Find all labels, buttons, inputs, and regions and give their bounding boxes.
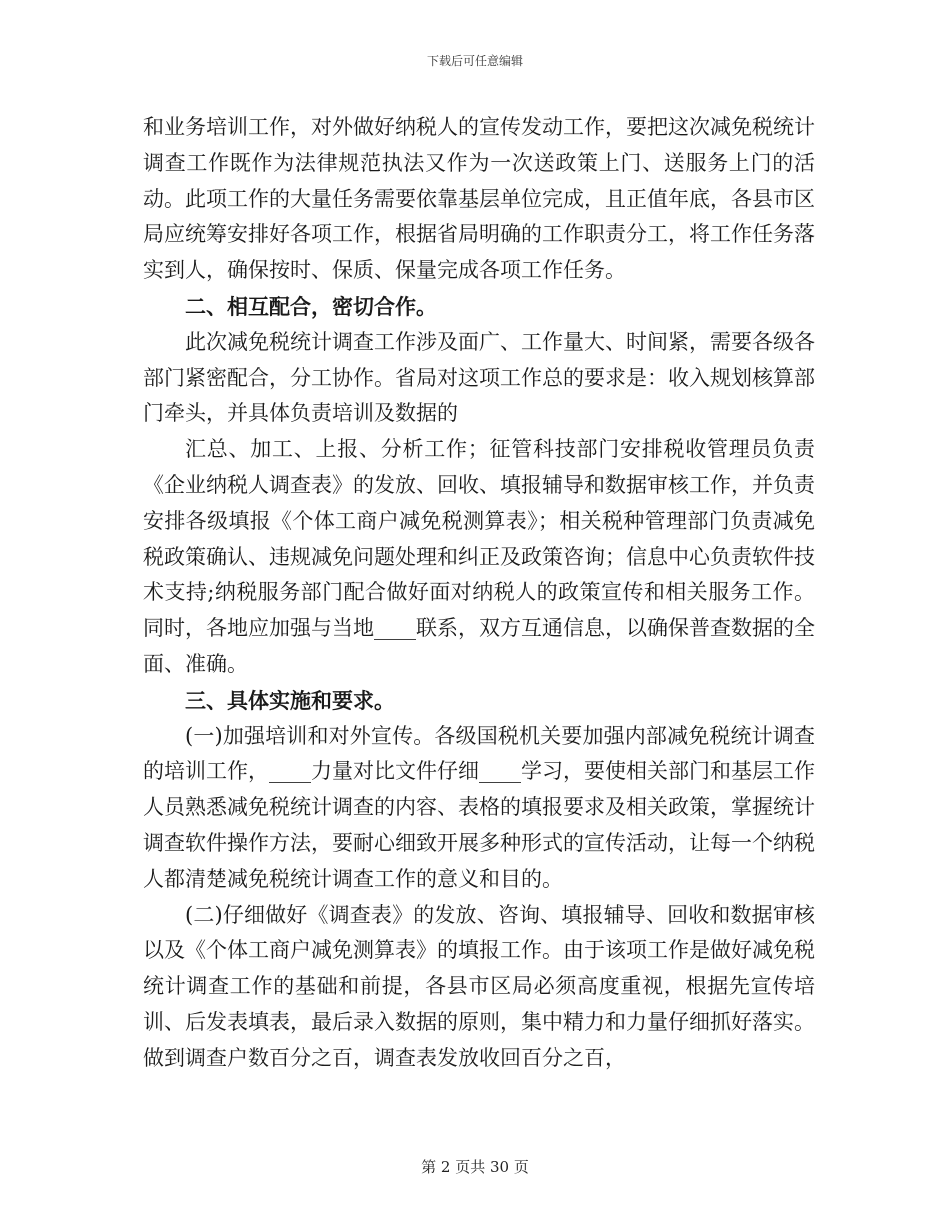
paragraph-responsibilities: 汇总、加工、上报、分析工作；征管科技部门安排税收管理员负责《企业纳税人调查表》的发放、回收、填报辅导和数据审核工作，并负责安排各级填报《个体工商户减免税测算表》；相关税种管理部门负责减免税政策确认、违规减免问题处理和纠正及政策咨询；信息中心负责软件技术支持;纳税服务部门配合做好面对纳税人的政策宣传和相关服务工作。同时，各地应加强与当地____联系，双方互通信息，以确保普查数据的全面、准确。: [143, 437, 815, 676]
page-number-footer: 第 2 页共 30 页: [421, 1158, 529, 1176]
paragraph-training: (一)加强培训和对外宣传。各级国税机关要加强内部减免税统计调查的培训工作，____力量对比文件仔细____学习，要使相关部门和基层工作人员熟悉减免税统计调查的内容、表格的填报要求及相关政策，掌握统计调查软件操作方法，要耐心细致开展多种形式的宣传活动，让每一个纳税人都清楚减免税统计调查工作的意义和目的。: [143, 723, 815, 891]
section-heading-2: 二、相互配合，密切合作。: [185, 293, 437, 319]
page-header: 下载后可任意编辑: [426, 54, 523, 68]
section-heading-3: 三、具体实施和要求。: [185, 687, 395, 713]
document-body: [143, 110, 815, 1077]
paragraph-cooperation: 此次减免税统计调查工作涉及面广、工作量大、时间紧，需要各级各部门紧密配合，分工协作。省局对这项工作总的要求是：收入规划核算部门牵头，并具体负责培训及数据的: [143, 329, 815, 426]
paragraph-survey-forms: (二)仔细做好《调查表》的发放、咨询、填报辅导、回收和数据审核以及《个体工商户减免测算表》的填报工作。由于该项工作是做好减免税统计调查工作的基础和前提，各县市区局必须高度重视，根据先宣传培训、后发表填表，最后录入数据的原则，集中精力和力量仔细抓好落实。做到调查户数百分之百，调查表发放收回百分之百，: [143, 902, 815, 1070]
paragraph-continuation: 和业务培训工作，对外做好纳税人的宣传发动工作，要把这次减免税统计调查工作既作为法律规范执法又作为一次送政策上门、送服务上门的活动。此项工作的大量任务需要依靠基层单位完成，且正值年底，各县市区局应统筹安排好各项工作，根据省局明确的工作职责分工，将工作任务落实到人，确保按时、保质、保量完成各项工作任务。: [143, 115, 815, 283]
